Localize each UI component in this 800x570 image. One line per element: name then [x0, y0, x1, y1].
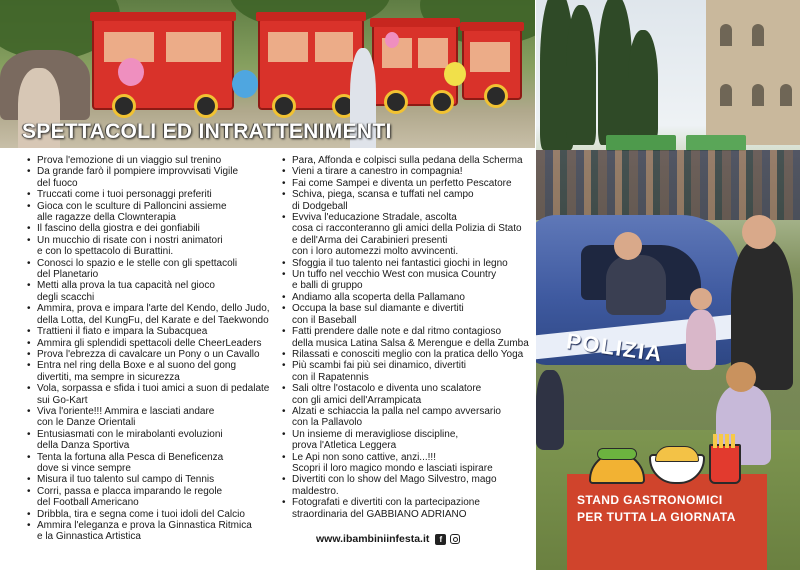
- balloon: [385, 32, 399, 48]
- tent: [686, 135, 746, 151]
- cypress-tree: [598, 0, 632, 145]
- list-item: • Il fascino della giostra e dei gonfiabili: [27, 223, 277, 234]
- list-item: • Un mucchio di risate con i nostri animatori e con lo spettacolo di Burattini.: [27, 235, 277, 258]
- child: [536, 370, 564, 450]
- tent: [606, 135, 676, 151]
- list-item: • Schiva, piega, scansa e tuffati nel campo di Dodgeball: [282, 189, 537, 212]
- list-item: • Gioca con le sculture di Palloncini assieme alle ragazze della Clownterapia: [27, 201, 277, 224]
- pasta-bowl-icon: [649, 454, 705, 484]
- list-item: • Occupa la base sul diamante e divertiti con il Baseball: [282, 303, 537, 326]
- list-item: • Tenta la fortuna alla Pesca di Beneficenza dove si vince sempre: [27, 452, 277, 475]
- website-footer: [316, 533, 460, 545]
- list-item: • Misura il tuo talento sul campo di Tennis: [27, 474, 277, 485]
- person-head: [614, 232, 642, 260]
- facebook-icon[interactable]: f: [435, 534, 446, 545]
- list-item: • Metti alla prova la tua capacità nel gioco degli scacchi: [27, 280, 277, 303]
- list-item: • Ammira l'eleganza e prova la Ginnastica Ritmica e la Ginnastica Artistica: [27, 520, 277, 543]
- list-item: • Un insieme di meravigliose discipline, prova l'Atletica Leggera: [282, 429, 537, 452]
- crowd: [536, 150, 800, 220]
- list-item: • Fai come Sampei e diventa un perfetto Pescatore: [282, 178, 537, 189]
- list-item: • Ammira, prova e impara l'arte del Kendo, dello Judo, della Lotta, del KungFu, del Karate e del Taekwondo: [27, 303, 277, 326]
- list-item: • Vola, sorpassa e sfida i tuoi amici a suon di pedalate sui Go-Kart: [27, 383, 277, 406]
- list-item: • Rilassati e conosciti meglio con la pratica dello Yoga: [282, 349, 537, 360]
- list-item: • Vieni a tirare a canestro in compagnia!: [282, 166, 537, 177]
- activities-list-left: [27, 155, 277, 543]
- food-stand-text: [577, 492, 762, 526]
- list-item: • Ammira gli splendidi spettacoli delle CheerLeaders: [27, 338, 277, 349]
- list-item: • Trattieni il fiato e impara la Subacquea: [27, 326, 277, 337]
- list-item: • Un tuffo nel vecchio West con musica Country e balli di gruppo: [282, 269, 537, 292]
- train-wagon: [258, 18, 364, 110]
- person-head: [742, 215, 776, 249]
- train-wagon: [92, 18, 234, 110]
- activities-list-right: [282, 155, 537, 520]
- section-title: SPETTACOLI ED INTRATTENIMENTI: [22, 120, 392, 143]
- building: [706, 0, 800, 145]
- police-car-label: POLIZIA: [564, 328, 665, 367]
- list-item: • Viva l'oriente!!! Ammira e lasciati andare con le Danze Orientali: [27, 406, 277, 429]
- list-item: • Para, Affonda e colpisci sulla pedana della Scherma: [282, 155, 537, 166]
- list-item: • Entra nel ring della Boxe e al suono del gong divertiti, ma sempre in sicurezza: [27, 360, 277, 383]
- list-item: • Prova l'emozione di un viaggio sul trenino: [27, 155, 277, 166]
- list-item: • Prova l'ebrezza di cavalcare un Pony o un Cavallo: [27, 349, 277, 360]
- taco-icon: [589, 452, 645, 484]
- list-item: • Entusiasmati con le mirabolanti evoluzioni della Danza Sportiva: [27, 429, 277, 452]
- balloon: [232, 70, 258, 98]
- website-link[interactable]: www.ibambiniinfesta.it: [316, 533, 430, 545]
- french-fries-icon: [709, 444, 741, 484]
- food-stand-line1: STAND GASTRONOMICI: [577, 493, 723, 507]
- person-head: [726, 362, 756, 392]
- child: [686, 310, 716, 370]
- list-item: • Sali oltre l'ostacolo e diventa uno scalatore con gli amici dell'Arrampicata: [282, 383, 537, 406]
- cypress-tree: [566, 5, 596, 145]
- balloon: [444, 62, 466, 86]
- list-item: • Divertiti con lo show del Mago Silvestro, mago maldestro.: [282, 474, 537, 497]
- list-item: • Da grande farò il pompiere improvvisati Vigile del fuoco: [27, 166, 277, 189]
- train-wagon: [462, 28, 522, 100]
- food-icons: [589, 444, 741, 484]
- list-item: • Evviva l'educazione Stradale, ascolta cosa ci racconteranno gli amici della Polizia di Stato e dell'Arma dei Carabinieri presenti con i loro automezzi molto avvincenti.: [282, 212, 537, 258]
- list-item: • Più scambi fai più sei dinamico, divertiti con il Rapatennis: [282, 360, 537, 383]
- train-photo: [0, 0, 535, 148]
- list-item: • Conosci lo spazio e le stelle con gli spettacoli del Planetario: [27, 258, 277, 281]
- list-item: • Dribbla, tira e segna come i tuoi idoli del Calcio: [27, 509, 277, 520]
- balloon: [118, 58, 144, 86]
- list-item: • Le Api non sono cattive, anzi...!!! Scopri il loro magico mondo e lasciati ispirare: [282, 452, 537, 475]
- list-item: • Corri, passa e placca imparando le regole del Football Americano: [27, 486, 277, 509]
- person: [606, 255, 666, 315]
- instagram-icon[interactable]: [450, 534, 460, 544]
- list-item: • Fatti prendere dalle note e dal ritmo contagioso della musica Latina Salsa & Merengue e della Zumba: [282, 326, 537, 349]
- list-item: • Sfoggia il tuo talento nei fantastici giochi in legno: [282, 258, 537, 269]
- list-item: • Fotografati e divertiti con la partecipazione straordinaria del GABBIANO ADRIANO: [282, 497, 537, 520]
- list-item: • Alzati e schiaccia la palla nel campo avversario con la Pallavolo: [282, 406, 537, 429]
- list-item: • Andiamo alla scoperta della Pallamano: [282, 292, 537, 303]
- food-stand-line2: PER TUTTA LA GIORNATA: [577, 510, 736, 524]
- list-item: • Truccati come i tuoi personaggi preferiti: [27, 189, 277, 200]
- person-head: [690, 288, 712, 310]
- cypress-tree: [628, 30, 658, 140]
- food-stand-banner: [567, 474, 767, 570]
